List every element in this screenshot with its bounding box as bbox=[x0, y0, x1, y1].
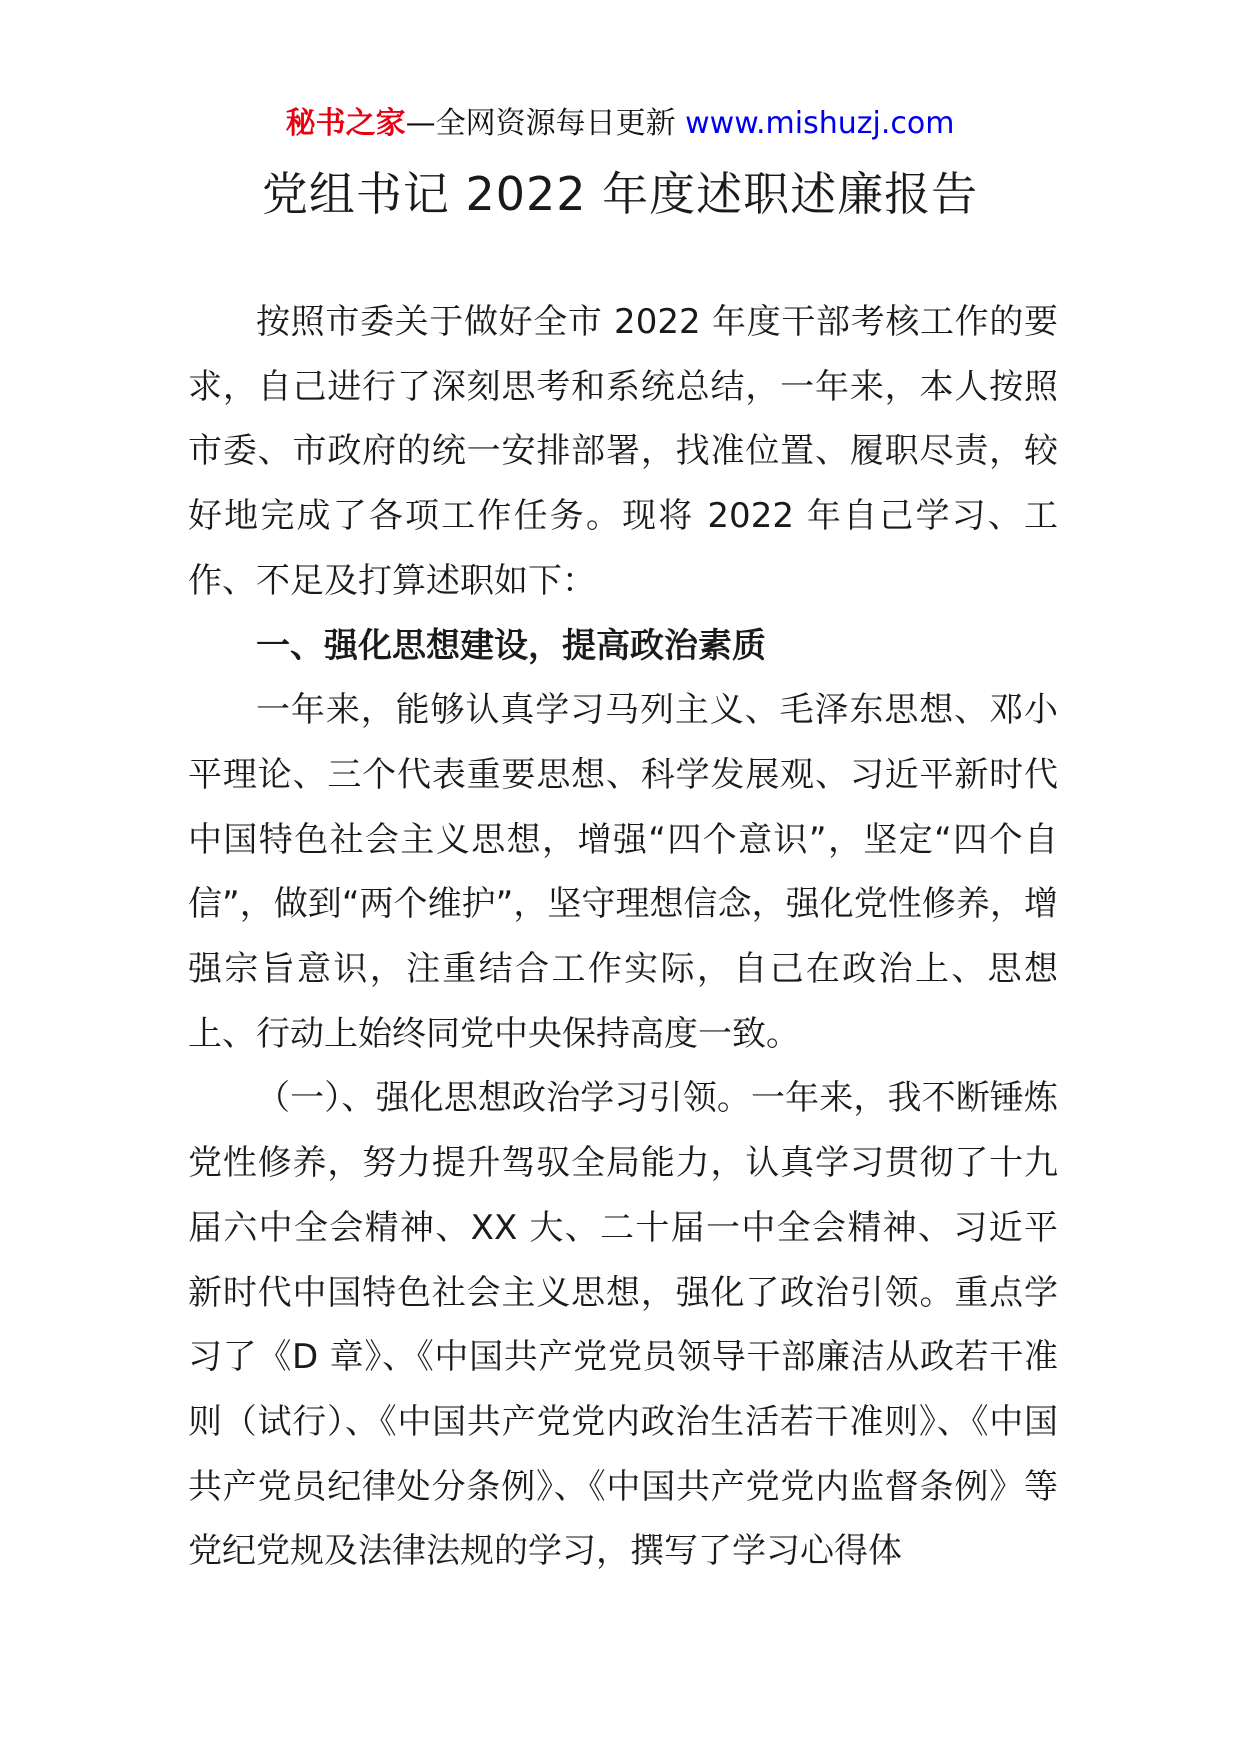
intro-paragraph: 按照市委关于做好全市 2022 年度干部考核工作的要求，自己进行了深刻思考和系统总结，一年来，本人按照市委、市政府的统一安排部署，找准位置、履职尽责，较好地完成了各项工作任务。现将 2022 年自己学习、工作、不足及打算述职如下： bbox=[188, 302, 1058, 601]
body-paragraph: 一年来，能够认真学习马列主义、毛泽东思想、邓小平理论、三个代表重要思想、科学发展观、习近平新时代中国特色社会主义思想，增强“四个意识”，坚定“四个自信”，做到“两个维护”，坚守理想信念，强化党性修养，增强宗旨意识，注重结合工作实际，自己在政治上、思想上、行动上始终同党中央保持高度一致。 bbox=[188, 690, 1058, 1054]
document-title: 党组书记 2022 年度述职述廉报告 bbox=[261, 167, 979, 221]
site-url-link[interactable]: www.mishuzj.com bbox=[685, 106, 955, 141]
site-header bbox=[0, 100, 1240, 148]
section-heading: 一、强化思想建设，提高政治素质 bbox=[256, 625, 766, 666]
site-slogan: —全网资源每日更新 bbox=[405, 106, 676, 141]
body-paragraph: （一）、强化思想政治学习引领。一年来，我不断锤炼党性修养，努力提升驾驭全局能力，认真学习贯彻了十九届六中全会精神、XX 大、二十届一中全会精神、习近平新时代中国特色社会主义思想，强化了政治引领。重点学习了《D 章》、《中国共产党党员领导干部廉洁从政若干准则（试行）、《中国共产党党内政治生活若干准则》、《中国共产党员纪律处分条例》、《中国共产党党内监督条例》等党纪党规及法律法规的学习，撰写了学习心得体 bbox=[188, 1078, 1058, 1572]
site-brand: 秘书之家 bbox=[285, 106, 406, 141]
document-body bbox=[188, 290, 1058, 1584]
